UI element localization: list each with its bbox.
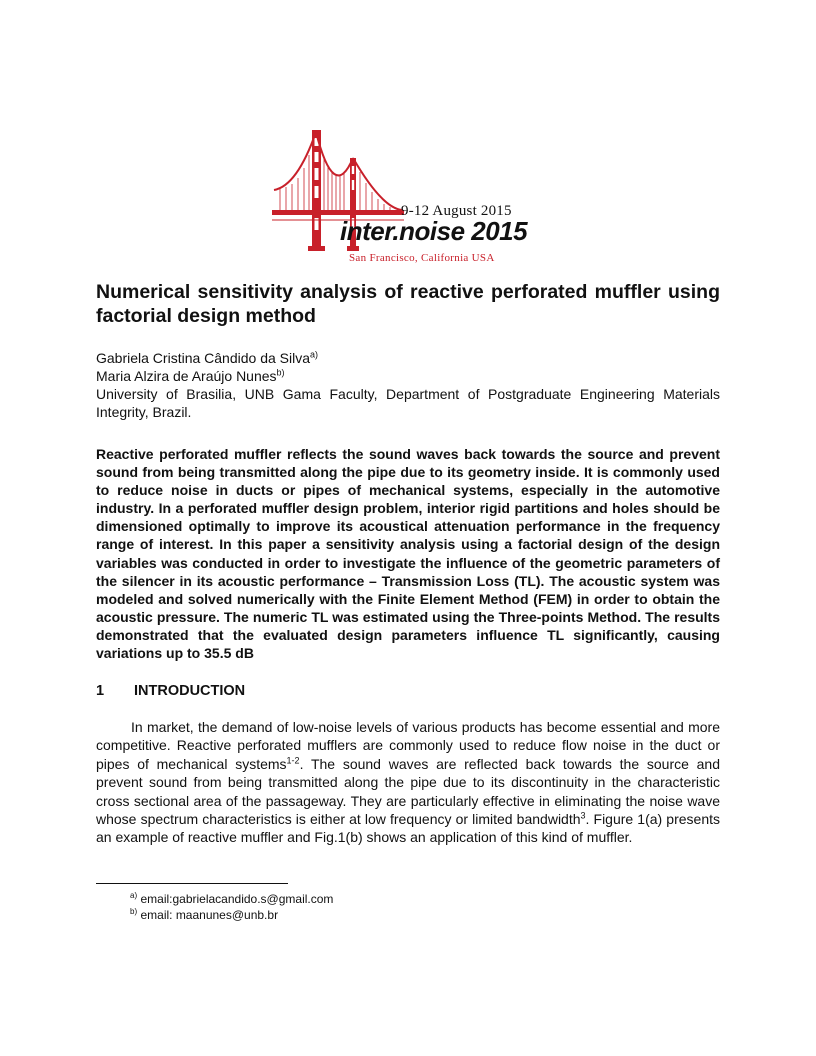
intro-text: . Figure 1(a) presents an example of reactive muffler and Fig.1(b) shows an application of this kind of muffler. — [96, 811, 720, 846]
intro-paragraph — [96, 718, 720, 847]
citation-ref: 3 — [580, 810, 586, 821]
author-line — [96, 367, 720, 385]
intro-text: . The sound waves are reflected back towards the source and prevent sound from being transmitted along the pipe due to its discontinuity in the characteristic cross sectional area of the passageway. They are particularly effective in eliminating the noise wave whose spectrum characteristics is either at low frequency or limited bandwidth — [96, 755, 720, 828]
footnote-mark: b) — [130, 907, 138, 916]
citation-ref: 1-2 — [286, 755, 300, 766]
footnote — [130, 907, 333, 923]
paper-title: Numerical sensitivity analysis of reactive perforated muffler using factorial design method — [96, 281, 720, 327]
section-title: INTRODUCTION — [134, 683, 246, 699]
section-number: 1 — [96, 683, 105, 699]
author-name: Gabriela Cristina Cândido da Silva — [96, 350, 310, 366]
author-line — [96, 349, 720, 367]
golden-gate-bridge-icon — [272, 128, 552, 268]
footnote-email: email:gabrielacandido.s@gmail.com — [140, 892, 334, 906]
author-block — [96, 349, 720, 421]
intro-text: In market, the demand of low-noise levels of various products has become essential and more competitive. Reactive perforated mufflers are commonly used to reduce flow noise in the duct or pipes of mechanical systems — [96, 719, 720, 772]
conference-logo — [272, 128, 552, 268]
author-name: Maria Alzira de Araújo Nunes — [96, 368, 277, 384]
footnote-mark: a) — [130, 891, 138, 900]
footnote — [130, 891, 333, 907]
author-footnote-mark: a) — [310, 349, 319, 360]
affiliation: University of Brasilia, UNB Gama Faculty, Department of Postgraduate Engineering Materials Integrity, Brazil. — [96, 386, 720, 420]
section-heading — [96, 683, 720, 699]
footnote-email: email: maanunes@unb.br — [140, 908, 279, 922]
footnote-divider — [96, 883, 288, 884]
conference-name: inter.noise 2015 — [340, 216, 528, 246]
conference-date: 9-12 August 2015 — [401, 203, 512, 219]
abstract: Reactive perforated muffler reflects the sound waves back towards the source and prevent sound from being transmitted along the pipe due to its geometry inside. It is commonly used to reduce noise in ducts or pipes of mechanical systems, especially in the automotive industry. In a perforated muffler design problem, interior rigid partitions and holes should be dimensioned optimally to improve its acoustical attenuation performance in the frequency range of interest. In this paper a sensitivity analysis using a factorial design of the design variables was conducted in order to investigate the influence of the geometric parameters of the silencer in its acoustic performance – Transmission Loss (TL). The acoustic system was modeled and solved numerically with the Finite Element Method (FEM) in order to obtain the acoustic pressure. The numeric TL was estimated using the Three-points Method. The results demonstrated that the evaluated design parameters influence TL significantly, causing variations up to 35.5 dB — [96, 446, 720, 662]
footnotes — [130, 891, 333, 923]
conference-location: San Francisco, California USA — [349, 252, 495, 264]
author-footnote-mark: b) — [276, 367, 285, 378]
